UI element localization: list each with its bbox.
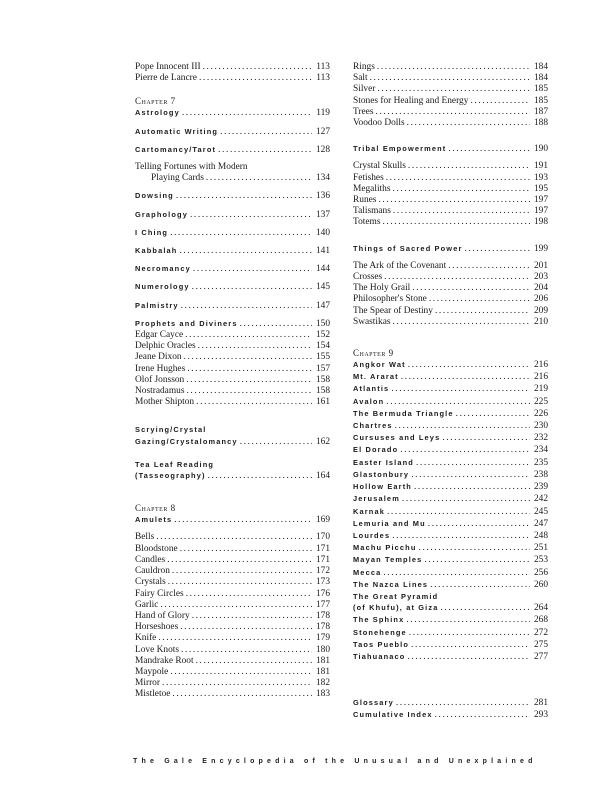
toc-entry-title: I Ching — [135, 227, 169, 237]
toc-entry[interactable] — [135, 678, 330, 689]
toc-entry-title: Salt — [353, 73, 368, 84]
toc-entry-title: Playing Cards — [151, 173, 204, 184]
toc-entry-page: 113 — [316, 62, 330, 72]
toc-entry-page: 170 — [315, 532, 330, 543]
toc-entry-title: Hand of Glory — [135, 610, 190, 621]
toc-entry-page: 251 — [533, 543, 548, 554]
toc-entry-title: Glossary — [353, 698, 394, 708]
toc-entry[interactable] — [135, 667, 330, 678]
toc-entry-title: Bells — [135, 532, 155, 543]
toc-entry-page: 171 — [315, 543, 330, 554]
toc-entry-page: 203 — [533, 272, 548, 283]
toc-group — [135, 514, 330, 700]
toc-entry-page: 242 — [533, 494, 548, 505]
toc-entry-title: Mandrake Root — [135, 655, 194, 666]
toc-entry[interactable] — [353, 457, 548, 469]
toc-entry[interactable] — [353, 84, 548, 95]
toc-entry[interactable] — [353, 518, 548, 530]
toc-entry[interactable] — [135, 107, 330, 119]
toc-entry-title: The Holy Grail — [353, 283, 411, 294]
toc-entry-page: 197 — [533, 206, 548, 217]
toc-entry-title: Kabbalah — [135, 246, 178, 256]
toc-entry-page: 209 — [533, 305, 548, 316]
toc-entry-page: 204 — [533, 283, 548, 294]
toc-entry-page: 248 — [533, 530, 548, 541]
toc-entry-title: Chartres — [353, 421, 393, 431]
toc-entry-page: 260 — [533, 579, 548, 590]
toc-entry-page: 256 — [533, 567, 548, 578]
toc-entry-page: 176 — [315, 588, 330, 599]
toc-entry-title: Glastonbury — [353, 469, 410, 479]
toc-entry-title: Machu Picchu — [353, 543, 417, 553]
toc-entry[interactable] — [135, 577, 330, 588]
toc-entry-title: Easter Island — [353, 457, 414, 467]
toc-entry-page: 226 — [533, 408, 548, 419]
toc-entry-title: Jeane Dixon — [135, 352, 182, 363]
toc-entry[interactable] — [135, 375, 330, 386]
toc-entry-title: Crystals — [135, 577, 166, 588]
toc-entry-page: 145 — [315, 282, 330, 293]
toc-entry[interactable] — [135, 622, 330, 633]
toc-entry-title: Mecca — [353, 567, 382, 577]
toc-entry[interactable] — [353, 217, 548, 228]
toc-entry-page: 234 — [533, 445, 548, 456]
toc-entry-title: Karnak — [353, 506, 385, 516]
toc-entry-page: 157 — [315, 363, 330, 374]
toc-entry-title: Fairy Circles — [135, 588, 184, 599]
toc-entry[interactable] — [135, 162, 330, 173]
toc-entry[interactable] — [135, 633, 330, 644]
toc-entry[interactable] — [135, 397, 330, 408]
toc-group — [135, 107, 330, 408]
toc-entry[interactable] — [135, 190, 330, 202]
toc-entry-title: Dowsing — [135, 191, 174, 201]
toc-group — [353, 614, 548, 663]
toc-entry-page: 128 — [315, 144, 330, 155]
toc-entry[interactable] — [135, 330, 330, 341]
toc-entry-title: Things of Sacred Power — [353, 243, 463, 253]
toc-entry-page: 162 — [315, 436, 330, 447]
toc-entry-title: Cumulative Index — [353, 710, 433, 720]
toc-group — [353, 359, 548, 591]
toc-entry[interactable] — [135, 62, 330, 73]
toc-entry[interactable] — [353, 639, 548, 651]
toc-entry[interactable] — [353, 173, 548, 184]
toc-entry-title: The Great Pyramid — [353, 591, 439, 601]
toc-entry-page: 210 — [533, 316, 548, 327]
toc-entry-title: El Dorado — [353, 445, 399, 455]
toc-entry-page: 277 — [533, 651, 548, 662]
toc-entry[interactable] — [135, 555, 330, 566]
toc-entry-title: Mt. Ararat — [353, 372, 399, 382]
toc-entry-page: 144 — [315, 264, 330, 275]
toc-entry-title: Mayan Temples — [353, 555, 423, 565]
toc-left-column — [135, 62, 330, 701]
toc-entry-title: Pope Innocent III — [135, 62, 201, 72]
toc-entry-page: 155 — [315, 352, 330, 363]
toc-entry[interactable] — [353, 243, 548, 255]
toc-entry-title: The Bermuda Triangle — [353, 408, 454, 418]
toc-entry[interactable] — [353, 420, 548, 432]
toc-entry-page: 268 — [533, 615, 548, 626]
toc-entry-page: 190 — [533, 144, 548, 155]
toc-entry[interactable] — [353, 161, 548, 172]
toc-entry[interactable] — [135, 227, 330, 239]
toc-entry-title: Astrology — [135, 108, 180, 118]
toc-entry-page: 158 — [315, 386, 330, 397]
toc-entry-page: 169 — [315, 515, 330, 526]
toc-entry[interactable] — [135, 611, 330, 622]
toc-entry[interactable] — [135, 566, 330, 577]
toc-entry[interactable] — [135, 281, 330, 293]
toc-entry-page: 161 — [315, 397, 330, 408]
toc-entry-page: 219 — [533, 384, 548, 395]
toc-entry[interactable] — [353, 294, 548, 305]
toc-entry-title: Olof Jonsson — [135, 374, 185, 385]
toc-entry-title: The Sphinx — [353, 615, 405, 625]
toc-entry[interactable] — [135, 532, 330, 543]
toc-entry[interactable] — [353, 506, 548, 518]
toc-entry[interactable] — [135, 386, 330, 397]
toc-entry-title: Irene Hughes — [135, 363, 186, 374]
toc-entry[interactable] — [135, 352, 330, 363]
toc-entry[interactable] — [353, 118, 548, 129]
toc-entry[interactable] — [353, 143, 548, 155]
toc-entry[interactable] — [135, 514, 330, 526]
toc-entry-title: Graphology — [135, 209, 188, 219]
toc-entry-page: 230 — [533, 421, 548, 432]
toc-entry-title: Silver — [353, 84, 376, 95]
toc-entry[interactable] — [353, 62, 548, 73]
toc-entry-title: Megaliths — [353, 183, 391, 194]
toc-entry[interactable] — [353, 579, 548, 591]
toc-entry[interactable] — [135, 300, 330, 312]
toc-entry[interactable] — [353, 567, 548, 579]
toc-entry-title: Taos Pueblo — [353, 639, 410, 649]
toc-entry[interactable] — [353, 697, 548, 709]
toc-entry-page: 272 — [533, 627, 548, 638]
toc-entry-title: Angkor Wat — [353, 360, 406, 370]
toc-entry[interactable] — [135, 645, 330, 656]
toc-entry-page: 183 — [315, 689, 330, 700]
toc-entry-page: 134 — [315, 173, 330, 184]
toc-entry-page: 164 — [315, 471, 330, 482]
toc-entry[interactable] — [353, 359, 548, 371]
toc-entry-title: (of Khufu), at Giza — [353, 603, 439, 613]
toc-entry-page: 178 — [315, 610, 330, 621]
toc-entry-title: Avalon — [353, 396, 385, 406]
toc-entry-page: 247 — [533, 518, 548, 529]
toc-entry[interactable] — [353, 408, 548, 420]
toc-entry-page: 193 — [533, 172, 548, 183]
toc-entry-title: Totems — [353, 217, 381, 228]
toc-entry-page: 206 — [533, 294, 548, 305]
toc-entry-title: Necromancy — [135, 264, 191, 274]
toc-entry[interactable] — [135, 263, 330, 275]
toc-entry[interactable] — [353, 272, 548, 283]
toc-entry-page: 180 — [315, 644, 330, 655]
toc-entry[interactable] — [353, 469, 548, 481]
toc-entry[interactable] — [353, 371, 548, 383]
toc-entry-page: 187 — [533, 106, 548, 117]
toc-entry[interactable] — [135, 144, 330, 156]
toc-entry[interactable] — [135, 544, 330, 555]
toc-entry-title: (Tasseography) — [135, 471, 206, 481]
toc-entry-title: The Ark of the Covenant — [353, 260, 447, 271]
toc-entry[interactable] — [135, 173, 330, 184]
toc-entry-page: 253 — [533, 555, 548, 566]
toc-entry-page: 198 — [533, 217, 548, 228]
toc-entry-title: Delphic Oracles — [135, 341, 196, 352]
toc-entry-title: Hollow Earth — [353, 482, 412, 492]
toc-entry-title: Gazing/Crystalomancy — [135, 436, 238, 446]
toc-entry-page: 191 — [533, 161, 548, 172]
toc-group — [353, 62, 548, 328]
toc-entry[interactable] — [353, 184, 548, 195]
toc-entry[interactable] — [353, 444, 548, 456]
toc-entry-title: The Spear of Destiny — [353, 305, 433, 316]
toc-entry-page: 137 — [315, 209, 330, 220]
toc-entry-title: Telling Fortunes with Modern — [135, 162, 248, 173]
toc-entry-multiline[interactable] — [135, 424, 330, 447]
chapter-heading: Chapter 7 — [135, 96, 176, 107]
toc-entry-title: Voodoo Dolls — [353, 118, 405, 129]
toc-entry-page: 152 — [315, 330, 330, 341]
toc-entry-page: 188 — [533, 118, 548, 129]
toc-entry-page: 201 — [533, 260, 548, 271]
toc-entry-title: Philosopher's Stone — [353, 294, 427, 305]
toc-right-column — [353, 62, 548, 722]
toc-entry-page: 197 — [533, 195, 548, 206]
toc-entry-page: 154 — [315, 341, 330, 352]
toc-entry-page: 177 — [315, 599, 330, 610]
toc-entry-page: 172 — [315, 566, 330, 577]
toc-entry-page: 185 — [533, 95, 548, 106]
toc-entry[interactable] — [353, 651, 548, 663]
toc-entry-page: 235 — [533, 457, 548, 468]
toc-entry[interactable] — [353, 383, 548, 395]
toc-entry[interactable] — [135, 656, 330, 667]
toc-entry-page: 182 — [315, 678, 330, 689]
toc-entry[interactable] — [135, 689, 330, 700]
toc-entry-title: Mirror — [135, 678, 160, 689]
toc-entry-page: 239 — [533, 482, 548, 493]
toc-entry-title: The Nazca Lines — [353, 579, 429, 589]
toc-entry-page: 150 — [315, 318, 330, 329]
toc-entry[interactable] — [353, 195, 548, 206]
toc-entry-page: 158 — [315, 374, 330, 385]
toc-entry[interactable] — [135, 245, 330, 257]
toc-entry-title: Palmistry — [135, 300, 179, 310]
toc-entry-title: Tribal Empowerment — [353, 144, 447, 154]
toc-entry-page: 179 — [315, 633, 330, 644]
toc-entry[interactable] — [353, 542, 548, 554]
toc-entry-title: Crystal Skulls — [353, 161, 406, 172]
toc-entry[interactable] — [353, 396, 548, 408]
toc-entry[interactable] — [353, 432, 548, 444]
toc-entry-title: Maypole — [135, 666, 169, 677]
toc-entry[interactable] — [353, 614, 548, 626]
toc-entry-page: 184 — [533, 62, 548, 72]
toc-entry-page: 136 — [315, 191, 330, 202]
toc-entry-title: Runes — [353, 195, 377, 206]
toc-entry-title: Cartomancy/Tarot — [135, 144, 217, 154]
toc-entry-title: Talismans — [353, 206, 391, 217]
toc-entry-page: 171 — [315, 554, 330, 565]
toc-entry-page: 181 — [315, 655, 330, 666]
chapter-heading: Chapter 9 — [353, 348, 394, 359]
toc-entry-title: Atlantis — [353, 384, 390, 394]
toc-entry[interactable] — [353, 107, 548, 118]
toc-entry-page: 185 — [533, 84, 548, 95]
toc-entry-page: 225 — [533, 396, 548, 407]
toc-entry[interactable] — [135, 126, 330, 138]
toc-entry[interactable] — [135, 318, 330, 330]
toc-entry[interactable] — [353, 306, 548, 317]
toc-entry-page: 216 — [533, 372, 548, 383]
toc-entry-page: 181 — [315, 666, 330, 677]
toc-entry-multiline[interactable] — [135, 459, 330, 482]
toc-entry-title: Swastikas — [353, 316, 391, 327]
toc-entry[interactable] — [353, 317, 548, 328]
toc-entry-page: 147 — [315, 300, 330, 311]
toc-entry-title: Mother Shipton — [135, 397, 195, 408]
toc-entry-page: 245 — [533, 506, 548, 517]
toc-entry[interactable] — [353, 73, 548, 84]
toc-entry-title: Automatic Writing — [135, 126, 219, 136]
toc-entry-title: Stones for Healing and Energy — [353, 95, 469, 106]
chapter-heading: Chapter 8 — [135, 503, 176, 514]
toc-entry[interactable] — [135, 364, 330, 375]
toc-entry[interactable] — [353, 206, 548, 217]
toc-entry-title: Trees — [353, 106, 374, 117]
toc-entry-title: Nostradamus — [135, 386, 185, 397]
toc-entry-page: 293 — [533, 710, 548, 721]
toc-entry-page: 178 — [315, 622, 330, 633]
toc-entry-multiline[interactable] — [353, 591, 548, 614]
toc-entry[interactable] — [353, 530, 548, 542]
toc-entry-title: Stonehenge — [353, 627, 407, 637]
toc-entry[interactable] — [135, 589, 330, 600]
toc-entry[interactable] — [353, 96, 548, 107]
toc-entry-title: Cauldron — [135, 566, 170, 577]
toc-entry-title: Rings — [353, 62, 375, 72]
toc-entry-page: 173 — [315, 577, 330, 588]
toc-entry-page: 232 — [533, 433, 548, 444]
toc-entry-page: 113 — [316, 73, 330, 84]
toc-entry[interactable] — [135, 209, 330, 221]
toc-entry[interactable] — [353, 261, 548, 272]
toc-entry-title: Tea Leaf Reading — [135, 459, 215, 469]
toc-entry-page: 195 — [533, 183, 548, 194]
toc-entry-title: Prophets and Diviners — [135, 318, 238, 328]
toc-group — [353, 697, 548, 721]
toc-entry-title: Numerology — [135, 282, 190, 292]
toc-entry-title: Edgar Cayce — [135, 330, 184, 341]
toc-entry-title: Garlic — [135, 599, 159, 610]
toc-entry-page: 140 — [315, 227, 330, 238]
toc-entry-page: 127 — [315, 126, 330, 137]
toc-entry[interactable] — [353, 481, 548, 493]
toc-entry-page: 141 — [315, 246, 330, 257]
toc-entry-title: Crosses — [353, 272, 383, 283]
toc-entry-page: 275 — [533, 639, 548, 650]
toc-entry[interactable] — [353, 493, 548, 505]
toc-entry[interactable] — [353, 709, 548, 721]
toc-entry-title: Fetishes — [353, 172, 384, 183]
toc-entry-page: 119 — [316, 108, 330, 119]
toc-group — [135, 62, 330, 84]
toc-entry-title: Candles — [135, 554, 166, 565]
toc-entry-page: 264 — [533, 603, 548, 614]
toc-entry-title: Amulets — [135, 515, 173, 525]
toc-entry-title: Love Knots — [135, 644, 180, 655]
toc-entry-title: Lemuria and Mu — [353, 518, 426, 528]
toc-entry[interactable] — [135, 600, 330, 611]
toc-entry-title: Lourdes — [353, 530, 391, 540]
toc-entry-page: 184 — [533, 73, 548, 84]
toc-entry-page: 199 — [533, 243, 548, 254]
toc-entry[interactable] — [353, 554, 548, 566]
toc-entry-title: Knife — [135, 633, 157, 644]
toc-entry-title: Pierre de Lancre — [135, 73, 197, 84]
toc-entry-title: Horseshoes — [135, 622, 179, 633]
toc-entry-title: Jerusalem — [353, 494, 400, 504]
toc-entry-page: 281 — [533, 698, 548, 709]
toc-entry-title: Bloodstone — [135, 543, 178, 554]
toc-entry[interactable] — [135, 341, 330, 352]
toc-entry-page: 238 — [533, 469, 548, 480]
toc-entry-title: Tiahuanaco — [353, 651, 406, 661]
toc-entry[interactable] — [135, 73, 330, 84]
toc-entry[interactable] — [353, 283, 548, 294]
toc-entry-title: Cursuses and Leys — [353, 433, 441, 443]
toc-entry-title: Mistletoe — [135, 689, 171, 700]
toc-entry-page: 216 — [533, 360, 548, 371]
toc-entry-title: Scrying/Crystal — [135, 425, 207, 435]
running-footer: The Gale Encyclopedia of the Unusual and Unexplained — [133, 758, 537, 765]
toc-entry[interactable] — [353, 627, 548, 639]
